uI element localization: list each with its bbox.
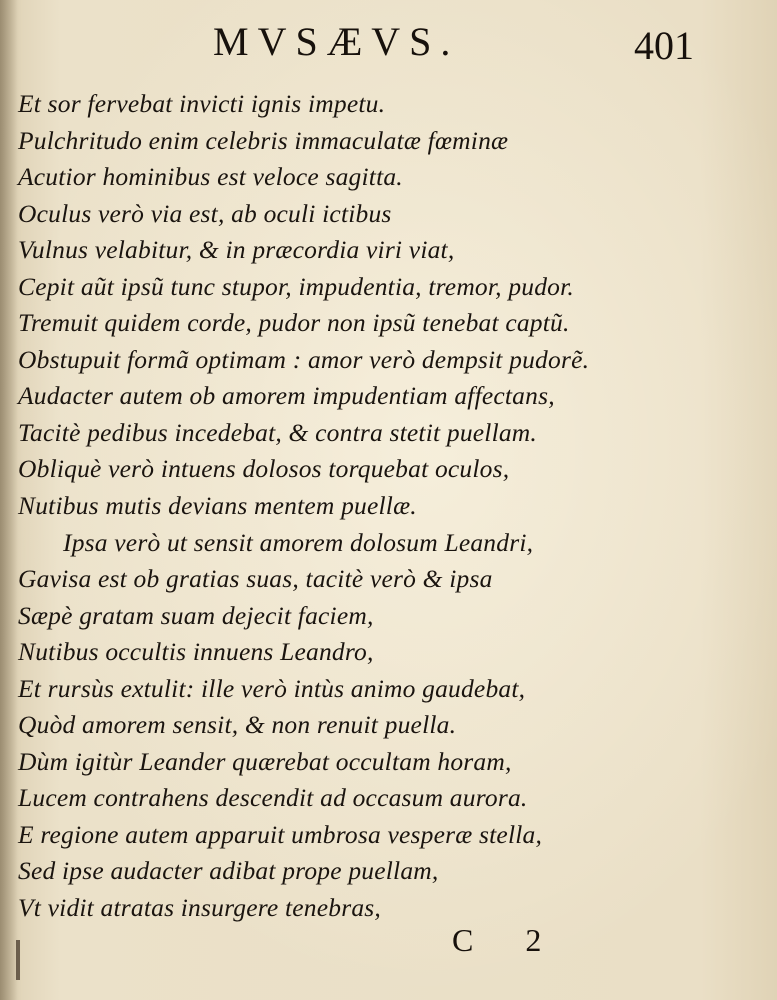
verse-line-indented: Ipsa verò ut sensit amorem dolosum Leandri, — [63, 527, 534, 557]
verse-line: Nutibus mutis devians mentem puellæ. — [18, 491, 417, 521]
verse-line: Oculus verò via est, ab oculi ictibus — [18, 198, 392, 228]
verse-line: Sæpè gratam suam dejecit faciem, — [18, 600, 374, 630]
verse-line: Quòd amorem sensit, & non renuit puella. — [18, 710, 457, 740]
margin-ink-mark — [16, 940, 20, 980]
verse-line: Et rursùs extulit: ille verò intùs animo gaudebat, — [18, 673, 526, 703]
verse-line: E regione autem apparuit umbrosa vesperæ stella, — [18, 819, 543, 849]
signature-mark: C 2 — [452, 922, 564, 958]
verse-line: Tacitè pedibus incedebat, & contra stetit puellam. — [18, 417, 537, 447]
verse-line: Gavisa est ob gratias suas, tacitè verò & ipsa — [18, 564, 493, 594]
verse-line: Et sor fervebat invicti ignis impetu. — [18, 89, 386, 118]
verse-line: Vt vidit atratas insurgere tenebras, — [18, 893, 381, 923]
verse-line: Nutibus occultis innuens Leandro, — [18, 637, 374, 667]
verse-line: Obliquè verò intuens dolosos torquebat oculos, — [18, 454, 510, 484]
page-number: 401 — [634, 23, 694, 68]
verse-line: Cepit aũt ipsũ tunc stupor, impudentia, tremor, pudor. — [18, 271, 574, 301]
gutter-shadow — [0, 0, 18, 1000]
verse-line: Tremuit quidem corde, pudor non ipsũ tenebat captũ. — [18, 308, 570, 338]
verse-line: Sed ipse audacter adibat prope puellam, — [18, 856, 439, 886]
verse-block — [18, 86, 738, 927]
verse-line: Dùm igitùr Leander quærebat occultam horam, — [18, 746, 512, 776]
verse-line: Vulnus velabitur, & in præcordia viri viat, — [18, 235, 455, 265]
verse-line: Audacter autem ob amorem impudentiam affectans, — [18, 381, 555, 411]
verse-line: Lucem contrahens descendit ad occasum aurora. — [18, 783, 528, 813]
running-title: MVSÆVS. — [213, 19, 460, 64]
verse-line: Pulchritudo enim celebris immaculatæ fœminæ — [18, 125, 509, 155]
verse-line: Acutior hominibus est veloce sagitta. — [18, 162, 403, 192]
verse-line: Obstupuit formã optimam : amor verò dempsit pudorẽ. — [18, 344, 590, 374]
